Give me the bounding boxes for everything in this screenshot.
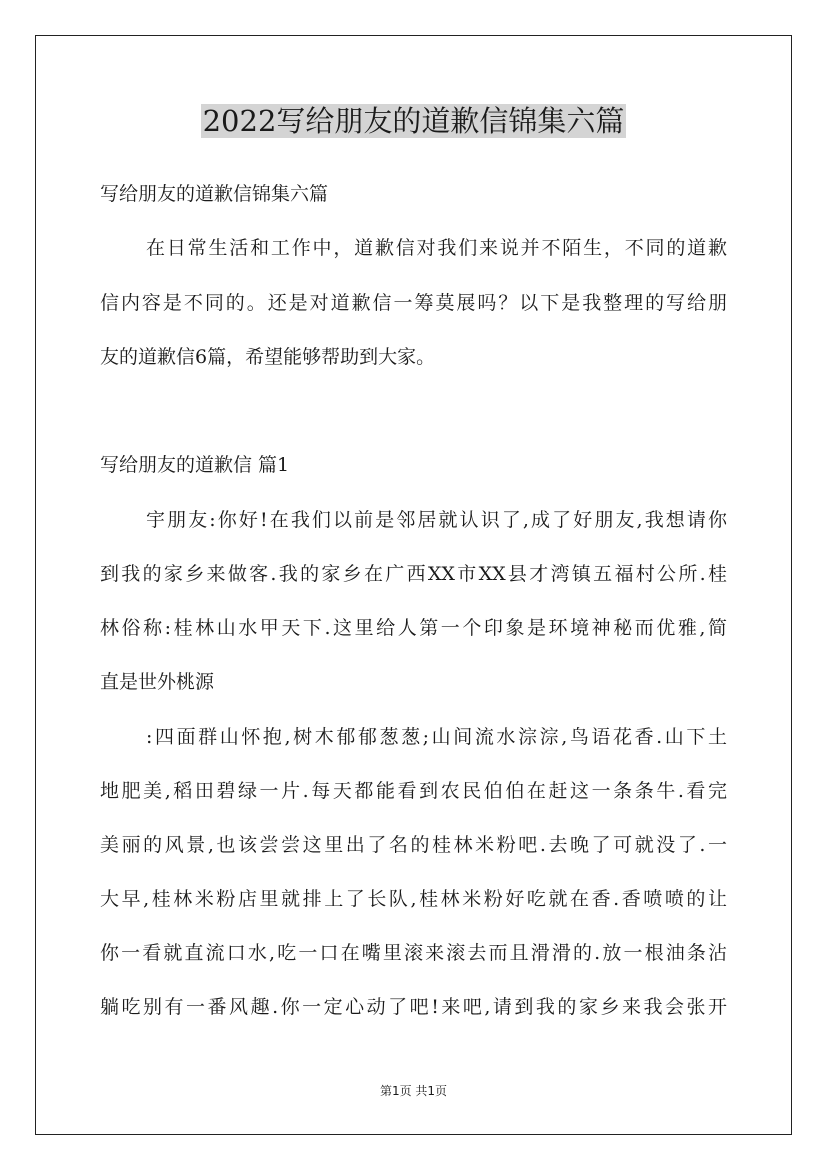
intro-paragraph-line: 友的道歉信6篇，希望能够帮助到大家。 bbox=[100, 346, 436, 368]
body-paragraph-line: 地肥美,稻田碧绿一片.每天都能看到农民伯伯在赶这一条条牛.看完 bbox=[100, 780, 727, 802]
body-paragraph-line: 美丽的风景,也该尝尝这里出了名的桂林米粉吧.去晚了可就没了.一 bbox=[100, 834, 727, 856]
section-heading: 写给朋友的道歉信 篇1 bbox=[100, 454, 290, 476]
intro-paragraph-line: 信内容是不同的。还是对道歉信一筹莫展吗？以下是我整理的写给朋 bbox=[100, 292, 727, 314]
body-paragraph-line: 林俗称:桂林山水甲天下.这里给人第一个印象是环境神秘而优雅,简 bbox=[100, 617, 727, 639]
body-paragraph-line: 大早,桂林米粉店里就排上了长队,桂林米粉好吃就在香.香喷喷的让 bbox=[100, 888, 727, 910]
page-footer: 第1页 共1页 bbox=[379, 1084, 448, 1098]
body-paragraph-line: 宇朋友:你好!在我们以前是邻居就认识了,成了好朋友,我想请你 bbox=[146, 509, 727, 531]
document-title: 2022写给朋友的道歉信锦集六篇 bbox=[202, 104, 625, 138]
body-paragraph-line: 到我的家乡来做客.我的家乡在广西XX市XX县才湾镇五福村公所.桂 bbox=[100, 563, 727, 585]
document-subtitle: 写给朋友的道歉信锦集六篇 bbox=[100, 183, 329, 205]
body-paragraph-line: 你一看就直流口水,吃一口在嘴里滚来滚去而且滑滑的.放一根油条沾 bbox=[100, 942, 727, 964]
body-paragraph-line: :四面群山怀抱,树木郁郁葱葱;山间流水淙淙,鸟语花香.山下土 bbox=[146, 726, 727, 748]
intro-paragraph-line: 在日常生活和工作中，道歉信对我们来说并不陌生，不同的道歉 bbox=[146, 237, 727, 259]
document-title-wrapper bbox=[0, 101, 827, 141]
body-paragraph-line: 直是世外桃源 bbox=[100, 671, 215, 693]
body-paragraph-line: 躺吃别有一番风趣.你一定心动了吧!来吧,请到我的家乡来我会张开 bbox=[100, 996, 727, 1018]
